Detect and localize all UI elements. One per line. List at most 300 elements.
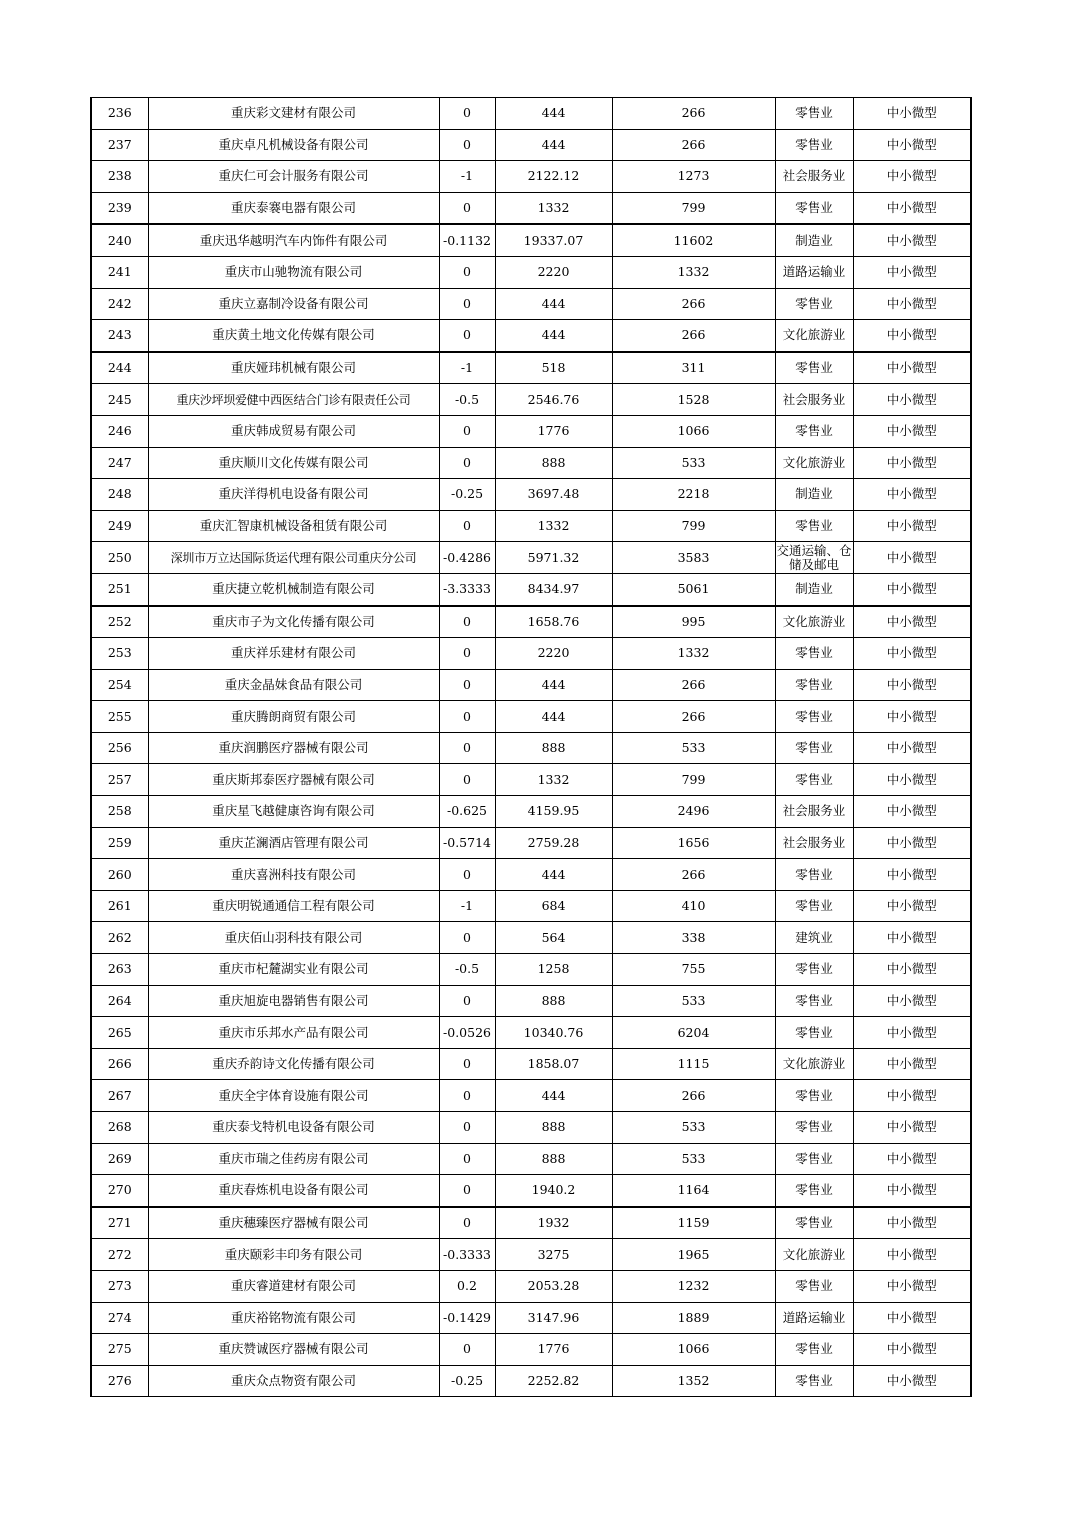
enterprise-scale-cell: 中小微型 — [853, 1080, 971, 1112]
industry-cell: 零售业 — [775, 288, 853, 320]
amount-cell: 8434.97 — [495, 573, 612, 605]
subsidy-cell: 5061 — [612, 573, 775, 605]
subsidy-cell: 266 — [612, 288, 775, 320]
row-number-cell: 245 — [91, 384, 148, 416]
change-rate-cell: 0.2 — [439, 1270, 495, 1302]
subsidy-cell: 11602 — [612, 224, 775, 256]
enterprise-scale-cell: 中小微型 — [853, 1365, 971, 1397]
change-rate-cell: 0 — [439, 510, 495, 542]
change-rate-cell: -0.5 — [439, 954, 495, 986]
row-number-cell: 262 — [91, 922, 148, 954]
row-number-cell: 267 — [91, 1080, 148, 1112]
table-row — [91, 922, 971, 954]
amount-cell: 2252.82 — [495, 1365, 612, 1397]
table-row — [91, 732, 971, 764]
amount-cell: 2053.28 — [495, 1270, 612, 1302]
subsidy-cell: 266 — [612, 669, 775, 701]
industry-cell: 道路运输业 — [775, 1302, 853, 1334]
row-number-cell: 249 — [91, 510, 148, 542]
company-name-cell: 重庆市乐邦水产品有限公司 — [148, 1017, 439, 1049]
enterprise-scale-cell: 中小微型 — [853, 1302, 971, 1334]
company-name-cell: 重庆立嘉制冷设备有限公司 — [148, 288, 439, 320]
company-name-cell: 重庆旭旋电器销售有限公司 — [148, 985, 439, 1017]
industry-cell: 制造业 — [775, 479, 853, 511]
company-name-cell: 重庆喜洲科技有限公司 — [148, 859, 439, 891]
enterprise-scale-cell: 中小微型 — [853, 1175, 971, 1207]
amount-cell: 684 — [495, 890, 612, 922]
company-name-cell: 重庆娅玮机械有限公司 — [148, 352, 439, 384]
enterprise-table — [90, 97, 972, 1397]
subsidy-cell: 1332 — [612, 638, 775, 670]
industry-cell: 零售业 — [775, 1080, 853, 1112]
row-number-cell: 265 — [91, 1017, 148, 1049]
subsidy-cell: 755 — [612, 954, 775, 986]
company-name-cell: 重庆明锐通通信工程有限公司 — [148, 890, 439, 922]
industry-cell: 建筑业 — [775, 922, 853, 954]
industry-cell: 零售业 — [775, 954, 853, 986]
amount-cell: 3275 — [495, 1239, 612, 1271]
industry-cell — [775, 542, 853, 574]
industry-cell: 文化旅游业 — [775, 447, 853, 479]
table-row — [91, 669, 971, 701]
amount-cell: 3697.48 — [495, 479, 612, 511]
table-row — [91, 1207, 971, 1239]
row-number-cell: 247 — [91, 447, 148, 479]
enterprise-scale-cell: 中小微型 — [853, 890, 971, 922]
table-row — [91, 384, 971, 416]
row-number-cell: 271 — [91, 1207, 148, 1239]
subsidy-cell: 799 — [612, 510, 775, 542]
row-number-cell: 257 — [91, 764, 148, 796]
amount-cell: 1332 — [495, 192, 612, 224]
table-row — [91, 479, 971, 511]
subsidy-cell: 1332 — [612, 256, 775, 288]
amount-cell: 3147.96 — [495, 1302, 612, 1334]
industry-cell: 社会服务业 — [775, 384, 853, 416]
company-name-cell: 重庆金晶妹食品有限公司 — [148, 669, 439, 701]
company-name-cell: 重庆睿道建材有限公司 — [148, 1270, 439, 1302]
row-number-cell: 259 — [91, 827, 148, 859]
industry-cell: 零售业 — [775, 415, 853, 447]
amount-cell: 518 — [495, 352, 612, 384]
enterprise-scale-cell: 中小微型 — [853, 320, 971, 352]
amount-cell: 1658.76 — [495, 606, 612, 638]
table-row — [91, 1143, 971, 1175]
enterprise-scale-cell: 中小微型 — [853, 954, 971, 986]
enterprise-scale-cell: 中小微型 — [853, 732, 971, 764]
company-name-cell: 重庆市山驰物流有限公司 — [148, 256, 439, 288]
enterprise-scale-cell: 中小微型 — [853, 510, 971, 542]
enterprise-scale-cell: 中小微型 — [853, 827, 971, 859]
company-name-cell: 重庆市子为文化传播有限公司 — [148, 606, 439, 638]
subsidy-cell: 266 — [612, 1080, 775, 1112]
amount-cell: 444 — [495, 320, 612, 352]
table-row — [91, 256, 971, 288]
amount-cell: 10340.76 — [495, 1017, 612, 1049]
company-name-cell: 重庆汇智康机械设备租赁有限公司 — [148, 510, 439, 542]
subsidy-cell: 799 — [612, 192, 775, 224]
enterprise-scale-cell: 中小微型 — [853, 1112, 971, 1144]
change-rate-cell: 0 — [439, 1048, 495, 1080]
row-number-cell: 250 — [91, 542, 148, 574]
company-name-cell: 重庆韩成贸易有限公司 — [148, 415, 439, 447]
company-name-cell: 重庆芷澜酒店管理有限公司 — [148, 827, 439, 859]
amount-cell: 1940.2 — [495, 1175, 612, 1207]
enterprise-scale-cell: 中小微型 — [853, 384, 971, 416]
industry-cell: 道路运输业 — [775, 256, 853, 288]
enterprise-scale-cell: 中小微型 — [853, 669, 971, 701]
subsidy-cell: 1159 — [612, 1207, 775, 1239]
change-rate-cell: -0.5714 — [439, 827, 495, 859]
row-number-cell: 260 — [91, 859, 148, 891]
subsidy-cell: 2496 — [612, 796, 775, 828]
amount-cell: 2122.12 — [495, 161, 612, 193]
table-row — [91, 1080, 971, 1112]
industry-cell: 零售业 — [775, 352, 853, 384]
enterprise-scale-cell: 中小微型 — [853, 638, 971, 670]
row-number-cell: 268 — [91, 1112, 148, 1144]
enterprise-scale-cell: 中小微型 — [853, 1270, 971, 1302]
table-row — [91, 796, 971, 828]
row-number-cell: 243 — [91, 320, 148, 352]
company-name-cell: 重庆润鹏医疗器械有限公司 — [148, 732, 439, 764]
industry-cell: 零售业 — [775, 985, 853, 1017]
change-rate-cell: -0.3333 — [439, 1239, 495, 1271]
industry-cell: 制造业 — [775, 224, 853, 256]
industry-cell: 零售业 — [775, 129, 853, 161]
industry-text: 交通运输、仓储及邮电 — [776, 543, 852, 572]
amount-cell: 564 — [495, 922, 612, 954]
row-number-cell: 275 — [91, 1334, 148, 1366]
enterprise-scale-cell: 中小微型 — [853, 129, 971, 161]
subsidy-cell: 533 — [612, 1112, 775, 1144]
amount-cell: 888 — [495, 985, 612, 1017]
change-rate-cell: 0 — [439, 98, 495, 130]
amount-cell: 444 — [495, 701, 612, 733]
subsidy-cell: 266 — [612, 701, 775, 733]
subsidy-cell: 338 — [612, 922, 775, 954]
amount-cell: 444 — [495, 129, 612, 161]
change-rate-cell: 0 — [439, 922, 495, 954]
table-row — [91, 890, 971, 922]
row-number-cell: 239 — [91, 192, 148, 224]
enterprise-scale-cell: 中小微型 — [853, 796, 971, 828]
enterprise-scale-cell: 中小微型 — [853, 256, 971, 288]
change-rate-cell: 0 — [439, 320, 495, 352]
enterprise-scale-cell: 中小微型 — [853, 701, 971, 733]
enterprise-scale-cell: 中小微型 — [853, 764, 971, 796]
row-number-cell: 252 — [91, 606, 148, 638]
industry-cell: 文化旅游业 — [775, 1048, 853, 1080]
table-row — [91, 1175, 971, 1207]
row-number-cell: 270 — [91, 1175, 148, 1207]
subsidy-cell: 1164 — [612, 1175, 775, 1207]
company-name-cell: 重庆颐彩丰印务有限公司 — [148, 1239, 439, 1271]
subsidy-cell: 266 — [612, 859, 775, 891]
enterprise-scale-cell: 中小微型 — [853, 573, 971, 605]
subsidy-cell: 1115 — [612, 1048, 775, 1080]
table-row — [91, 764, 971, 796]
subsidy-cell: 311 — [612, 352, 775, 384]
industry-cell: 零售业 — [775, 1207, 853, 1239]
table-row — [91, 320, 971, 352]
amount-cell: 444 — [495, 669, 612, 701]
table-row — [91, 1270, 971, 1302]
table-row — [91, 352, 971, 384]
change-rate-cell: 0 — [439, 129, 495, 161]
table-row — [91, 1302, 971, 1334]
enterprise-scale-cell: 中小微型 — [853, 1239, 971, 1271]
subsidy-cell: 533 — [612, 732, 775, 764]
company-name-cell: 重庆泰褰电器有限公司 — [148, 192, 439, 224]
row-number-cell: 242 — [91, 288, 148, 320]
subsidy-cell: 3583 — [612, 542, 775, 574]
industry-cell: 零售业 — [775, 890, 853, 922]
amount-cell: 888 — [495, 732, 612, 764]
subsidy-cell: 533 — [612, 985, 775, 1017]
company-name-cell: 重庆捷立乾机械制造有限公司 — [148, 573, 439, 605]
row-number-cell: 263 — [91, 954, 148, 986]
enterprise-scale-cell: 中小微型 — [853, 288, 971, 320]
industry-cell: 制造业 — [775, 573, 853, 605]
change-rate-cell: 0 — [439, 1175, 495, 1207]
subsidy-cell: 2218 — [612, 479, 775, 511]
table-row — [91, 447, 971, 479]
enterprise-scale-cell: 中小微型 — [853, 985, 971, 1017]
company-name-cell: 重庆赞诚医疗器械有限公司 — [148, 1334, 439, 1366]
industry-cell: 零售业 — [775, 192, 853, 224]
row-number-cell: 274 — [91, 1302, 148, 1334]
amount-cell: 888 — [495, 1112, 612, 1144]
row-number-cell: 258 — [91, 796, 148, 828]
industry-cell: 零售业 — [775, 98, 853, 130]
industry-cell: 社会服务业 — [775, 796, 853, 828]
subsidy-cell: 995 — [612, 606, 775, 638]
company-name-cell: 重庆彩文建材有限公司 — [148, 98, 439, 130]
amount-cell: 444 — [495, 859, 612, 891]
table-row — [91, 192, 971, 224]
row-number-cell: 246 — [91, 415, 148, 447]
subsidy-cell: 1273 — [612, 161, 775, 193]
change-rate-cell: -0.25 — [439, 1365, 495, 1397]
industry-cell: 零售业 — [775, 1365, 853, 1397]
company-name-cell: 重庆腾朗商贸有限公司 — [148, 701, 439, 733]
enterprise-scale-cell: 中小微型 — [853, 1207, 971, 1239]
table-row — [91, 1365, 971, 1397]
row-number-cell: 241 — [91, 256, 148, 288]
subsidy-cell: 266 — [612, 320, 775, 352]
row-number-cell: 276 — [91, 1365, 148, 1397]
table-row — [91, 606, 971, 638]
amount-cell: 1332 — [495, 510, 612, 542]
subsidy-cell: 1352 — [612, 1365, 775, 1397]
amount-cell: 888 — [495, 447, 612, 479]
subsidy-cell: 1889 — [612, 1302, 775, 1334]
table-row — [91, 224, 971, 256]
industry-cell: 零售业 — [775, 638, 853, 670]
company-name-cell: 重庆卓凡机械设备有限公司 — [148, 129, 439, 161]
table-row — [91, 415, 971, 447]
company-name-cell: 深圳市万立达国际货运代理有限公司重庆分公司 — [148, 542, 439, 574]
amount-cell: 1776 — [495, 415, 612, 447]
table-row — [91, 510, 971, 542]
company-name-cell: 重庆佰山羽科技有限公司 — [148, 922, 439, 954]
subsidy-cell: 533 — [612, 1143, 775, 1175]
enterprise-scale-cell: 中小微型 — [853, 1017, 971, 1049]
industry-cell: 零售业 — [775, 510, 853, 542]
industry-cell: 文化旅游业 — [775, 320, 853, 352]
industry-cell: 零售业 — [775, 1270, 853, 1302]
company-name-cell: 重庆黄土地文化传媒有限公司 — [148, 320, 439, 352]
industry-cell: 零售业 — [775, 669, 853, 701]
enterprise-scale-cell: 中小微型 — [853, 606, 971, 638]
amount-cell: 1332 — [495, 764, 612, 796]
table-row — [91, 1334, 971, 1366]
enterprise-scale-cell: 中小微型 — [853, 479, 971, 511]
subsidy-cell: 533 — [612, 447, 775, 479]
subsidy-cell: 1066 — [612, 415, 775, 447]
amount-cell: 2759.28 — [495, 827, 612, 859]
industry-cell: 零售业 — [775, 1175, 853, 1207]
industry-cell: 零售业 — [775, 732, 853, 764]
row-number-cell: 237 — [91, 129, 148, 161]
row-number-cell: 256 — [91, 732, 148, 764]
amount-cell: 5971.32 — [495, 542, 612, 574]
row-number-cell: 261 — [91, 890, 148, 922]
table-row — [91, 859, 971, 891]
table-row — [91, 129, 971, 161]
enterprise-scale-cell: 中小微型 — [853, 859, 971, 891]
table-row — [91, 573, 971, 605]
company-name-cell: 重庆星飞越健康咨询有限公司 — [148, 796, 439, 828]
company-name-cell: 重庆穗臻医疗器械有限公司 — [148, 1207, 439, 1239]
table-row — [91, 701, 971, 733]
row-number-cell: 266 — [91, 1048, 148, 1080]
change-rate-cell: 0 — [439, 256, 495, 288]
table-row — [91, 1239, 971, 1271]
industry-cell: 文化旅游业 — [775, 1239, 853, 1271]
change-rate-cell: 0 — [439, 764, 495, 796]
change-rate-cell: -0.1429 — [439, 1302, 495, 1334]
enterprise-scale-cell: 中小微型 — [853, 1334, 971, 1366]
row-number-cell: 269 — [91, 1143, 148, 1175]
subsidy-cell: 266 — [612, 98, 775, 130]
subsidy-cell: 6204 — [612, 1017, 775, 1049]
industry-cell: 零售业 — [775, 1017, 853, 1049]
change-rate-cell: 0 — [439, 415, 495, 447]
table-row — [91, 288, 971, 320]
company-name-cell: 重庆春炼机电设备有限公司 — [148, 1175, 439, 1207]
industry-cell: 文化旅游业 — [775, 606, 853, 638]
industry-cell: 零售业 — [775, 1143, 853, 1175]
change-rate-cell: 0 — [439, 669, 495, 701]
enterprise-scale-cell: 中小微型 — [853, 161, 971, 193]
row-number-cell: 240 — [91, 224, 148, 256]
row-number-cell: 273 — [91, 1270, 148, 1302]
company-name-cell: 重庆乔韵诗文化传播有限公司 — [148, 1048, 439, 1080]
change-rate-cell: -0.25 — [439, 479, 495, 511]
industry-cell: 社会服务业 — [775, 827, 853, 859]
amount-cell: 1858.07 — [495, 1048, 612, 1080]
row-number-cell: 253 — [91, 638, 148, 670]
change-rate-cell: -1 — [439, 352, 495, 384]
change-rate-cell: -0.1132 — [439, 224, 495, 256]
company-name-cell: 重庆全宇体育设施有限公司 — [148, 1080, 439, 1112]
subsidy-cell: 799 — [612, 764, 775, 796]
company-name-cell: 重庆顺川文化传媒有限公司 — [148, 447, 439, 479]
change-rate-cell: -1 — [439, 890, 495, 922]
subsidy-cell: 1066 — [612, 1334, 775, 1366]
amount-cell: 2220 — [495, 638, 612, 670]
company-name-cell: 重庆泰戈特机电设备有限公司 — [148, 1112, 439, 1144]
amount-cell: 1258 — [495, 954, 612, 986]
enterprise-scale-cell: 中小微型 — [853, 98, 971, 130]
enterprise-scale-cell: 中小微型 — [853, 922, 971, 954]
enterprise-scale-cell: 中小微型 — [853, 542, 971, 574]
change-rate-cell: 0 — [439, 1207, 495, 1239]
amount-cell: 19337.07 — [495, 224, 612, 256]
table-row — [91, 98, 971, 130]
table-row — [91, 1017, 971, 1049]
table-row — [91, 638, 971, 670]
amount-cell: 2546.76 — [495, 384, 612, 416]
change-rate-cell: -3.3333 — [439, 573, 495, 605]
table-row — [91, 954, 971, 986]
company-name-cell: 重庆裕铭物流有限公司 — [148, 1302, 439, 1334]
enterprise-scale-cell: 中小微型 — [853, 415, 971, 447]
change-rate-cell: 0 — [439, 288, 495, 320]
amount-cell: 2220 — [495, 256, 612, 288]
industry-cell: 零售业 — [775, 701, 853, 733]
amount-cell: 888 — [495, 1143, 612, 1175]
change-rate-cell: 0 — [439, 447, 495, 479]
enterprise-scale-cell: 中小微型 — [853, 447, 971, 479]
company-name-cell: 重庆斯邦泰医疗器械有限公司 — [148, 764, 439, 796]
industry-cell: 零售业 — [775, 764, 853, 796]
company-name-cell: 重庆市杞麓湖实业有限公司 — [148, 954, 439, 986]
row-number-cell: 255 — [91, 701, 148, 733]
change-rate-cell: -0.5 — [439, 384, 495, 416]
company-name-cell: 重庆洋得机电设备有限公司 — [148, 479, 439, 511]
enterprise-scale-cell: 中小微型 — [853, 352, 971, 384]
change-rate-cell: 0 — [439, 606, 495, 638]
change-rate-cell: 0 — [439, 638, 495, 670]
change-rate-cell: 0 — [439, 1334, 495, 1366]
company-name-cell: 重庆沙坪坝爱健中西医结合门诊有限责任公司 — [148, 384, 439, 416]
row-number-cell: 272 — [91, 1239, 148, 1271]
enterprise-scale-cell: 中小微型 — [853, 224, 971, 256]
industry-cell: 零售业 — [775, 1334, 853, 1366]
enterprise-scale-cell: 中小微型 — [853, 1143, 971, 1175]
industry-cell: 零售业 — [775, 1112, 853, 1144]
change-rate-cell: -0.4286 — [439, 542, 495, 574]
row-number-cell: 236 — [91, 98, 148, 130]
amount-cell: 1776 — [495, 1334, 612, 1366]
amount-cell: 444 — [495, 98, 612, 130]
amount-cell: 4159.95 — [495, 796, 612, 828]
subsidy-cell: 266 — [612, 129, 775, 161]
company-name-cell: 重庆众点物资有限公司 — [148, 1365, 439, 1397]
amount-cell: 444 — [495, 288, 612, 320]
row-number-cell: 238 — [91, 161, 148, 193]
row-number-cell: 251 — [91, 573, 148, 605]
change-rate-cell: -0.0526 — [439, 1017, 495, 1049]
table-row — [91, 1048, 971, 1080]
change-rate-cell: 0 — [439, 732, 495, 764]
table-row — [91, 827, 971, 859]
industry-cell: 社会服务业 — [775, 161, 853, 193]
change-rate-cell: 0 — [439, 985, 495, 1017]
